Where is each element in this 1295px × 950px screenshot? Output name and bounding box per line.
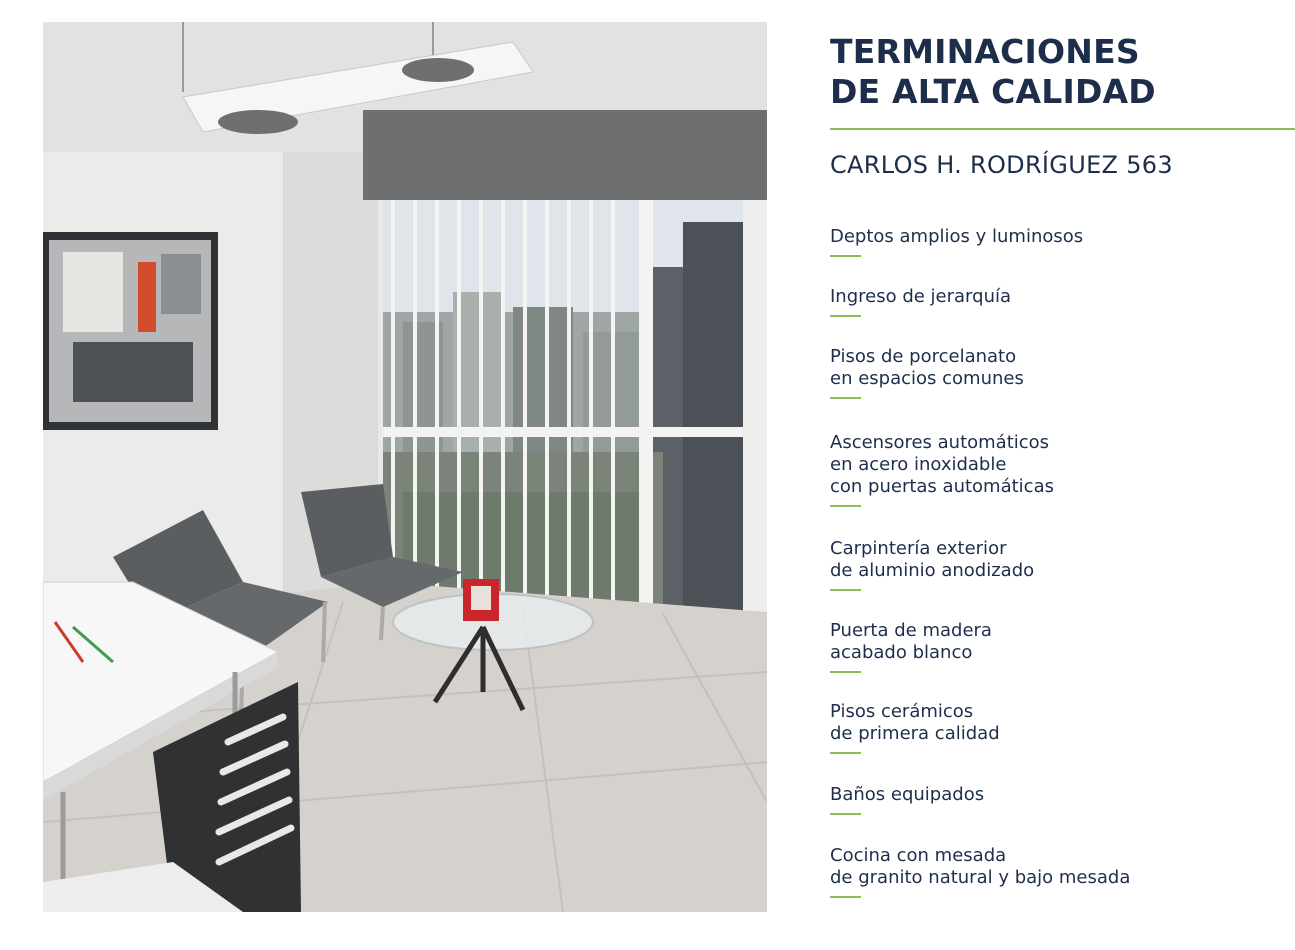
- feature-item: [830, 538, 1290, 591]
- interior-illustration: [43, 22, 767, 912]
- feature-divider: [830, 397, 861, 399]
- feature-item: [830, 845, 1290, 898]
- feature-item: [830, 784, 1290, 815]
- feature-text: Pisos cerámicos de primera calidad: [830, 701, 1000, 744]
- feature-text: Carpintería exterior de aluminio anodizado: [830, 538, 1035, 581]
- feature-text: Puerta de madera acabado blanco: [830, 620, 992, 663]
- window-mullion: [639, 200, 653, 640]
- title-divider: [830, 128, 1295, 130]
- feature-text: Ascensores automáticos en acero inoxidable con puertas automáticas: [830, 432, 1054, 497]
- feature-text: Baños equipados: [830, 784, 985, 805]
- wall-painting: [43, 232, 218, 430]
- interior-photo: [43, 22, 767, 912]
- feature-divider: [830, 315, 861, 317]
- feature-text: Ingreso de jerarquía: [830, 286, 1012, 307]
- window-frame-right: [743, 200, 767, 640]
- feature-divider: [830, 671, 861, 673]
- features-panel: [830, 0, 1295, 950]
- title-line-1: TERMINACIONES: [830, 32, 1140, 71]
- feature-item: [830, 286, 1290, 317]
- feature-divider: [830, 589, 861, 591]
- feature-divider: [830, 896, 861, 898]
- feature-text: Cocina con mesada de granito natural y bajo mesada: [830, 845, 1131, 888]
- window-header: [363, 110, 767, 200]
- feature-text: Deptos amplios y luminosos: [830, 226, 1084, 247]
- feature-item: [830, 346, 1290, 399]
- feature-item: [830, 620, 1290, 673]
- feature-item: [830, 226, 1290, 257]
- feature-item: [830, 432, 1290, 507]
- feature-text: Pisos de porcelanato en espacios comunes: [830, 346, 1024, 389]
- window-transom: [383, 427, 767, 437]
- feature-divider: [830, 752, 861, 754]
- title-line-2: DE ALTA CALIDAD: [830, 72, 1156, 111]
- feature-item: [830, 701, 1290, 754]
- feature-divider: [830, 505, 861, 507]
- address: CARLOS H. RODRÍGUEZ 563: [830, 151, 1173, 179]
- page-title: [830, 32, 1156, 112]
- feature-divider: [830, 813, 861, 815]
- feature-divider: [830, 255, 861, 257]
